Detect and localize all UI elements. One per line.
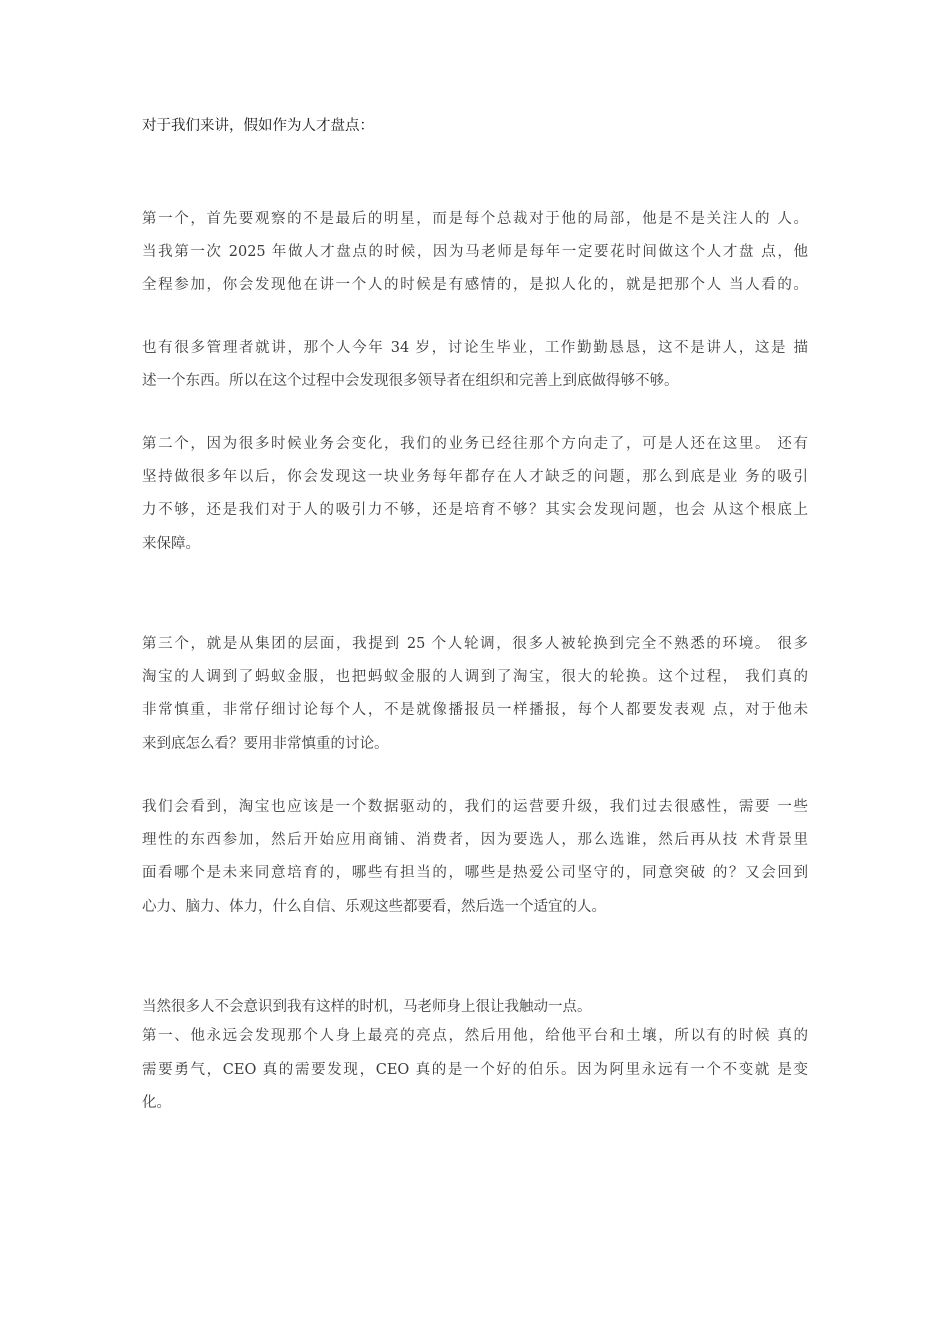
paragraph-2-line-1: 也有很多管理者就讲，那个人今年 34 岁，讨论生毕业，工作勤勤恳恳，这不是讲人，这是 描 bbox=[142, 340, 808, 356]
paragraph-3-line-3: 力不够，还是我们对于人的吸引力不够，还是培育不够？其实会发现问题，也会 从这个根底上 bbox=[142, 502, 808, 518]
paragraph-5-line-3: 面看哪个是未来同意培育的，哪些有担当的，哪些是热爱公司坚守的，同意突破 的？又会回到 bbox=[142, 865, 808, 881]
document-heading: 对于我们来讲，假如作为人才盘点： bbox=[142, 118, 374, 134]
paragraph-5-line-2: 理性的东西参加，然后开始应用商铺、消费者，因为要选人，那么选谁，然后再从技 术背景里 bbox=[142, 832, 808, 848]
paragraph-3-line-4: 来保障。 bbox=[142, 536, 200, 552]
paragraph-1-line-1: 第一个，首先要观察的不是最后的明星，而是每个总裁对于他的局部，他是不是关注人的 人。 bbox=[142, 211, 808, 227]
paragraph-5-line-1: 我们会看到，淘宝也应该是一个数据驱动的，我们的运营要升级，我们过去很感性，需要 一些 bbox=[142, 799, 808, 815]
paragraph-6-line-3: 需要勇气，CEO 真的需要发现，CEO 真的是一个好的伯乐。因为阿里永远有一个不变就 是变 bbox=[142, 1062, 808, 1078]
paragraph-5-line-4: 心力、脑力、体力，什么自信、乐观这些都要看，然后选一个适宜的人。 bbox=[142, 899, 606, 915]
paragraph-6-line-2: 第一、他永远会发现那个人身上最亮的亮点，然后用他，给他平台和土壤，所以有的时候 真的 bbox=[142, 1028, 808, 1044]
paragraph-4-line-1: 第三个，就是从集团的层面，我提到 25 个人轮调，很多人被轮换到完全不熟悉的环境。 很多 bbox=[142, 636, 808, 652]
paragraph-4-line-4: 来到底怎么看？要用非常慎重的讨论。 bbox=[142, 736, 389, 752]
paragraph-3-line-2: 坚持做很多年以后，你会发现这一块业务每年都存在人才缺乏的问题，那么到底是业 务的吸引 bbox=[142, 469, 808, 485]
paragraph-6-line-1: 当然很多人不会意识到我有这样的时机，马老师身上很让我触动一点。 bbox=[142, 999, 592, 1015]
paragraph-6-line-4: 化。 bbox=[142, 1095, 171, 1111]
paragraph-4-line-3: 非常慎重，非常仔细讨论每个人，不是就像播报员一样播报，每个人都要发表观 点，对于他未 bbox=[142, 702, 808, 718]
paragraph-1-line-3: 全程参加，你会发现他在讲一个人的时候是有感情的，是拟人化的，就是把那个人 当人看的。 bbox=[142, 277, 808, 293]
paragraph-3-line-1: 第二个，因为很多时候业务会变化，我们的业务已经往那个方向走了，可是人还在这里。 还有 bbox=[142, 436, 808, 452]
paragraph-1-line-2: 当我第一次 2025 年做人才盘点的时候，因为马老师是每年一定要花时间做这个人才盘 点，他 bbox=[142, 244, 808, 260]
paragraph-2-line-2: 述一个东西。所以在这个过程中会发现很多领导者在组织和完善上到底做得够不够。 bbox=[142, 373, 679, 389]
paragraph-4-line-2: 淘宝的人调到了蚂蚁金服，也把蚂蚁金服的人调到了淘宝，很大的轮换。这个过程， 我们真的 bbox=[142, 669, 808, 685]
